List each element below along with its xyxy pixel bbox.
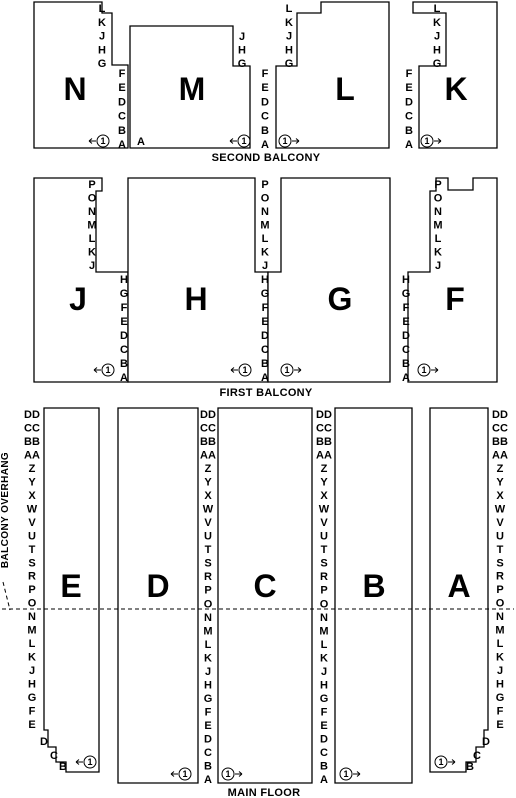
section-a-label: A [447, 568, 471, 604]
row-label: O [203, 598, 213, 611]
row-label: O [433, 192, 443, 205]
row-label: H [433, 44, 441, 57]
row-label: E [204, 719, 212, 732]
row-label: L [88, 233, 96, 245]
row-label: D [118, 96, 126, 109]
row-label: X [320, 490, 328, 503]
row-label: H [402, 274, 410, 286]
row-label: F [496, 705, 504, 718]
row-label: N [261, 206, 269, 218]
row-label: D [402, 330, 410, 342]
row-labels-l-upper [285, 3, 294, 70]
row-label: J [434, 260, 442, 272]
row-label: B [261, 124, 269, 137]
row-label: N [204, 611, 212, 624]
row-label: E [320, 719, 328, 732]
section-g-outline[interactable] [268, 178, 390, 382]
row-label: P [496, 584, 504, 597]
row-label: P [88, 179, 96, 191]
row-label: T [496, 543, 504, 556]
section-d-label: D [146, 568, 170, 604]
row-label: O [319, 598, 329, 611]
row-label: O [260, 192, 270, 205]
row-label: J [28, 665, 36, 678]
row-label: R [320, 571, 328, 584]
row-label: G [401, 288, 411, 300]
section-f-outline[interactable] [408, 178, 497, 382]
row-label: C [261, 344, 269, 356]
row-label: AA [24, 449, 40, 462]
row-label: J [320, 665, 328, 678]
row-label: S [204, 557, 212, 570]
section-j-label: J [69, 281, 87, 317]
row-label: H [98, 44, 106, 57]
row-label: C [50, 750, 58, 762]
row-label: B [120, 358, 128, 370]
row-label: D [40, 736, 48, 748]
row-label: E [402, 316, 410, 328]
row-label: X [204, 490, 212, 503]
row-label: C [405, 110, 413, 123]
row-label: C [120, 344, 128, 356]
row-labels-main-center-left [200, 409, 216, 786]
section-e-label: E [60, 568, 82, 604]
first-balcony-caption: FIRST BALCONY [219, 387, 313, 399]
row-labels-k-upper [433, 3, 442, 70]
row-label: H [496, 678, 504, 691]
row-label: K [433, 16, 441, 29]
row-label: A [204, 774, 212, 786]
row-label: Z [320, 463, 328, 476]
row-label: B [118, 124, 126, 137]
row-labels-j-upper [87, 179, 96, 272]
row-label: M [495, 624, 505, 637]
row-label: K [285, 16, 293, 29]
row-label: P [28, 584, 36, 597]
row-label: CC [24, 422, 40, 435]
row-label: E [28, 719, 36, 731]
row-label: L [28, 638, 36, 651]
balcony-overhang-label: BALCONY OVERHANG [0, 451, 11, 569]
section-f-label: F [445, 281, 465, 317]
row-label: F [28, 705, 36, 718]
row-label: F [261, 68, 269, 80]
row-label: J [261, 260, 269, 272]
seat-one-number: 1 [242, 365, 248, 376]
row-label: L [285, 3, 293, 15]
row-label: J [204, 665, 212, 678]
row-label: P [204, 584, 212, 597]
row-label: B [59, 761, 67, 773]
row-label: P [434, 179, 442, 191]
row-label: Y [28, 476, 36, 489]
row-label: K [496, 651, 504, 664]
row-label: G [203, 692, 213, 705]
row-labels-main-left [24, 409, 40, 731]
row-label: J [98, 30, 106, 43]
row-label: F [320, 706, 328, 719]
row-label: Z [496, 462, 504, 475]
row-label: L [434, 233, 442, 245]
row-label: C [402, 344, 410, 356]
row-label: B [204, 760, 212, 773]
row-label: BB [200, 436, 216, 449]
row-label: AA [316, 449, 332, 462]
row-label: W [494, 503, 506, 516]
row-label: J [496, 665, 504, 678]
row-label: H [120, 274, 128, 286]
section-g-label: G [327, 281, 353, 317]
row-label: L [496, 638, 504, 651]
seat-one-number: 1 [343, 769, 349, 780]
seat-one-number: 1 [87, 757, 93, 768]
section-l-label: L [335, 71, 355, 107]
row-label: D [405, 96, 413, 109]
row-label: S [496, 557, 504, 570]
row-label: T [320, 544, 328, 557]
section-h-label: H [184, 281, 208, 317]
row-label: P [261, 179, 269, 191]
row-label: K [28, 651, 36, 664]
row-label: DD [492, 409, 508, 421]
row-label: K [320, 652, 328, 665]
row-label: Z [204, 463, 212, 476]
row-label: E [405, 82, 413, 95]
row-label: G [27, 692, 37, 705]
seat-one-number: 1 [182, 769, 188, 780]
row-label: A [320, 774, 328, 786]
row-labels-l-lower [405, 68, 413, 151]
row-label: T [204, 544, 212, 557]
row-label: O [495, 597, 505, 610]
row-label: J [285, 30, 293, 43]
row-label: C [118, 110, 126, 123]
row-label: K [261, 246, 269, 259]
seat-one-number: 1 [438, 757, 444, 768]
second-balcony-caption: SECOND BALCONY [211, 152, 321, 164]
row-label: AA [200, 449, 216, 462]
row-label: B [405, 124, 413, 137]
row-label: CC [316, 422, 332, 435]
seat-one-number: 1 [225, 769, 231, 780]
row-label: L [98, 3, 106, 15]
row-label: AA [492, 449, 508, 462]
row-label: F [120, 302, 128, 314]
row-label: P [320, 584, 328, 597]
row-label: X [496, 489, 504, 502]
row-label: H [204, 679, 212, 692]
row-label: A [120, 372, 128, 384]
row-label: A [261, 139, 269, 151]
row-label: B [466, 761, 474, 773]
row-label: M [203, 625, 213, 638]
row-label: N [320, 611, 328, 624]
row-labels-m-left [137, 136, 145, 148]
row-label: G [119, 288, 129, 300]
row-label: Z [28, 462, 36, 475]
row-label: O [87, 192, 97, 205]
row-label: G [284, 58, 294, 70]
row-label: S [28, 557, 36, 570]
row-label: N [434, 206, 442, 218]
row-label: F [405, 68, 413, 80]
row-label: E [118, 82, 126, 95]
row-label: R [204, 571, 212, 584]
row-label: W [318, 503, 330, 516]
row-label: K [434, 246, 442, 259]
row-label: J [433, 30, 441, 43]
row-labels-m-lower [261, 68, 269, 151]
seat-one-number: 1 [105, 365, 111, 376]
row-label: Y [320, 476, 328, 489]
row-label: CC [492, 422, 508, 435]
row-label: G [260, 288, 270, 300]
row-label: N [28, 611, 36, 624]
row-label: Y [204, 476, 212, 489]
row-label: D [120, 330, 128, 342]
row-label: H [261, 274, 269, 286]
row-label: K [88, 246, 96, 259]
row-label: M [27, 624, 37, 637]
row-label: B [261, 358, 269, 370]
row-label: A [402, 372, 410, 384]
row-labels-m-upper [238, 31, 247, 70]
row-label: DD [200, 409, 216, 421]
row-label: R [28, 570, 36, 583]
seat-one-number: 1 [424, 136, 430, 147]
row-label: R [496, 570, 504, 583]
row-label: A [118, 139, 126, 151]
balcony-overhang-pointer [3, 582, 10, 610]
row-label: L [433, 3, 441, 15]
seat-one-number: 1 [241, 136, 247, 147]
row-label: H [320, 679, 328, 692]
row-label: W [26, 503, 38, 516]
seat-one-number: 1 [100, 136, 106, 147]
row-label: DD [24, 409, 40, 421]
row-label: X [28, 489, 36, 502]
row-label: B [402, 358, 410, 370]
row-labels-n-upper [98, 3, 107, 70]
row-label: E [261, 316, 269, 328]
row-label: N [88, 206, 96, 218]
row-label: U [320, 530, 328, 543]
row-label: C [320, 746, 328, 759]
row-label: K [204, 652, 212, 665]
section-n-label: N [63, 71, 87, 107]
row-label: E [261, 82, 269, 95]
row-label: G [319, 692, 329, 705]
row-label: U [204, 530, 212, 543]
row-label: V [496, 516, 504, 529]
section-j-outline[interactable] [34, 178, 128, 382]
row-label: G [237, 58, 247, 70]
row-label: S [320, 557, 328, 570]
row-label: L [261, 233, 269, 245]
row-label: F [261, 302, 269, 314]
row-label: D [482, 736, 490, 748]
row-label: BB [316, 436, 332, 449]
row-label: G [97, 58, 107, 70]
row-label: O [27, 597, 37, 610]
seat-one-number: 1 [284, 365, 290, 376]
row-label: BB [492, 435, 508, 448]
row-label: H [285, 44, 293, 57]
row-label: U [28, 530, 36, 543]
section-b-label: B [362, 568, 386, 604]
row-label: CC [200, 422, 216, 435]
seat-one-number: 1 [282, 136, 288, 147]
row-labels-h-upper [260, 179, 269, 272]
row-label: D [320, 733, 328, 746]
row-labels-f-upper [433, 179, 442, 272]
section-k-label: K [444, 71, 468, 107]
row-label: F [118, 68, 126, 80]
row-label: H [238, 44, 246, 57]
row-label: C [261, 110, 269, 123]
row-label: G [495, 692, 505, 705]
row-label: W [202, 503, 214, 516]
row-label: V [28, 516, 36, 529]
row-label: E [496, 719, 504, 731]
row-label: J [238, 31, 246, 43]
section-h-outline[interactable] [128, 178, 268, 382]
row-label: U [496, 530, 504, 543]
row-label: G [432, 58, 442, 70]
row-label: A [405, 139, 413, 151]
row-label: J [88, 260, 96, 272]
row-label: Y [496, 476, 504, 489]
row-label: K [98, 16, 106, 29]
row-label: C [473, 750, 481, 762]
row-label: D [261, 96, 269, 109]
row-label: A [261, 372, 269, 384]
main-floor-caption: MAIN FLOOR [227, 787, 301, 798]
row-label: D [261, 330, 269, 342]
row-label: BB [24, 435, 40, 448]
row-label: V [204, 517, 212, 530]
row-label: N [496, 611, 504, 624]
row-label: E [120, 316, 128, 328]
row-labels-main-right [492, 409, 508, 731]
row-label: M [319, 625, 329, 638]
row-label: M [260, 219, 270, 232]
row-label: DD [316, 409, 332, 421]
section-m-label: M [178, 71, 206, 107]
row-label: C [204, 746, 212, 759]
row-label: D [204, 733, 212, 746]
row-label: V [320, 517, 328, 530]
row-label: H [28, 678, 36, 691]
row-label: B [320, 760, 328, 773]
row-label: T [28, 543, 36, 556]
row-label: L [204, 638, 212, 651]
section-c-label: C [253, 568, 277, 604]
row-label: M [433, 219, 443, 232]
row-label: F [204, 706, 212, 719]
row-label: L [320, 638, 328, 651]
row-label: A [137, 136, 145, 148]
row-labels-main-center-right [316, 409, 332, 786]
row-label: F [402, 302, 410, 314]
seat-one-number: 1 [421, 365, 427, 376]
row-label: M [87, 219, 97, 232]
